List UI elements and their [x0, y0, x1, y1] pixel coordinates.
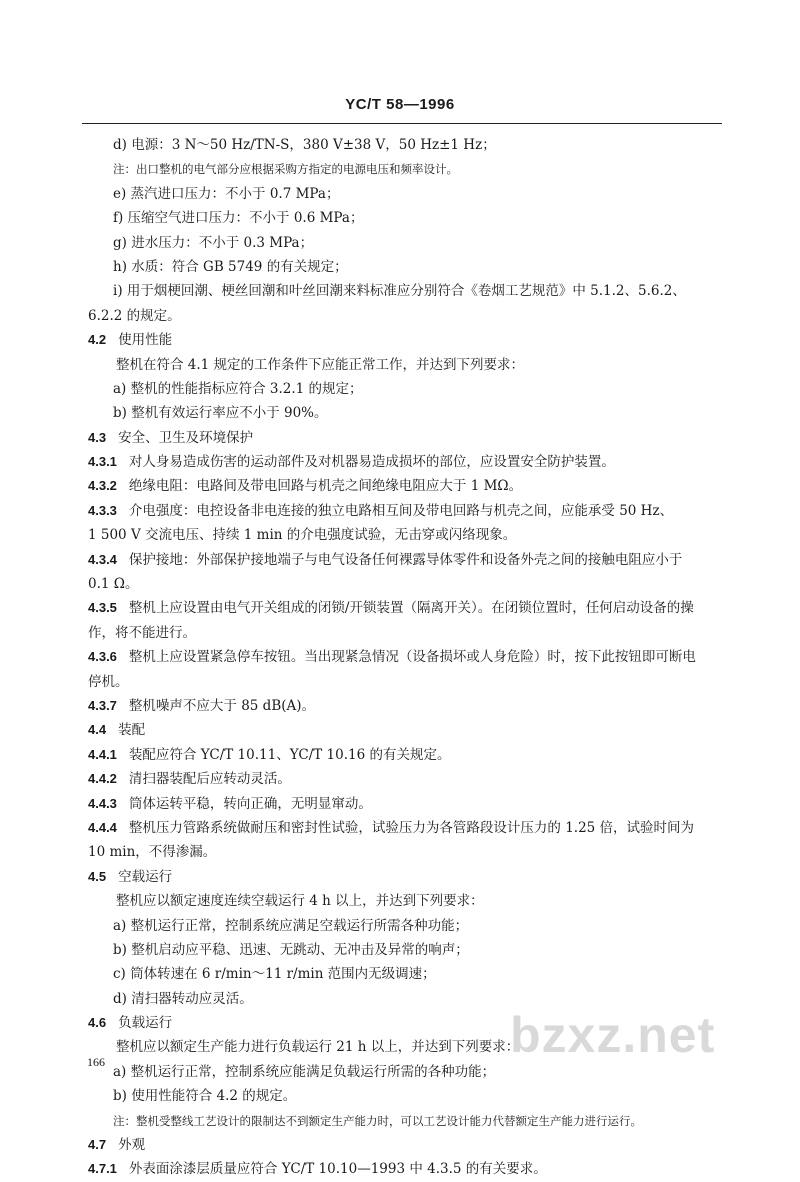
header-rule	[82, 123, 722, 124]
paragraph	[88, 889, 718, 913]
line-text: 整机上应设置由电气开关组成的闭锁/开锁装置（隔离开关）。在闭锁位置时，任何启动设备的操	[128, 600, 694, 617]
line-text: 整机应以额定生产能力进行负载运行 21 h 以上，并达到下列要求：	[116, 1039, 520, 1056]
paragraph-continuation	[88, 840, 718, 864]
line-text: c) 筒体转速在 6 r/min～11 r/min 范围内无级调速；	[113, 966, 436, 983]
clause-number: 4.3.2	[88, 478, 117, 494]
section-clause	[88, 718, 718, 742]
clause-number: 4.3.1	[88, 454, 117, 470]
line-text: 绝缘电阻：电路间及带电回路与机壳之间绝缘电阻应大于 1 MΩ。	[128, 478, 523, 495]
section-clause	[88, 792, 718, 816]
list-item	[88, 255, 718, 279]
line-text: 安全、卫生及环境保护	[118, 429, 254, 446]
clause-number: 4.4.3	[88, 795, 117, 811]
note	[88, 1109, 718, 1133]
section-clause	[88, 426, 718, 450]
line-text: 作，将不能进行。	[88, 624, 196, 641]
list-item	[88, 206, 718, 230]
section-clause	[88, 767, 718, 791]
line-text: 清扫器装配后应转动灵活。	[128, 771, 291, 788]
section-clause	[88, 596, 718, 620]
line-text: 保护接地：外部保护接地端子与电气设备任何裸露导体零件和设备外壳之间的接触电阻应小于	[128, 551, 683, 568]
line-text: 整机在符合 4.1 规定的工作条件下应能正常工作，并达到下列要求：	[116, 356, 525, 373]
paragraph	[88, 353, 718, 377]
list-item	[88, 231, 718, 255]
line-text: 筒体运转平稳，转向正确，无明显窜动。	[128, 795, 372, 812]
line-text: 1 500 V 交流电压、持续 1 min 的介电强度试验，无击穿或闪络现象。	[88, 527, 517, 544]
clause-number: 4.3.6	[88, 649, 117, 665]
line-text: f) 压缩空气进口压力：不小于 0.6 MPa；	[113, 210, 364, 227]
list-item	[88, 279, 718, 303]
section-clause	[88, 1157, 718, 1181]
section-clause	[88, 865, 718, 889]
page-number: 166	[87, 1055, 105, 1069]
line-text: 外观	[118, 1137, 146, 1154]
clause-number: 4.6	[88, 1015, 107, 1031]
line-text: 整机噪声不应大于 85 dB(A)。	[128, 697, 316, 714]
line-text: b) 使用性能符合 4.2 的规定。	[113, 1088, 297, 1105]
line-text: 0.1 Ω。	[88, 576, 139, 593]
line-text: 介电强度：电控设备非电连接的独立电路相互间及带电回路与机壳之间，应能承受 50 Hz、	[128, 502, 674, 519]
line-text: 对人身易造成伤害的运动部件及对机器易造成损坏的部位，应设置安全防护装置。	[128, 454, 615, 471]
line-text: e) 蒸汽进口压力：不小于 0.7 MPa；	[113, 185, 340, 202]
section-clause	[88, 450, 718, 474]
line-text: h) 水质：符合 GB 5749 的有关规定；	[113, 258, 348, 275]
clause-number: 4.3.7	[88, 697, 117, 713]
line-text: 整机应以额定速度连续空载运行 4 h 以上，并达到下列要求：	[116, 893, 484, 910]
clause-number: 4.3	[88, 429, 107, 445]
list-item	[88, 182, 718, 206]
clause-number: 4.3.5	[88, 600, 117, 616]
section-clause	[88, 694, 718, 718]
list-item	[88, 377, 718, 401]
line-text: a) 整机的性能指标应符合 3.2.1 的规定；	[113, 380, 363, 397]
line-text: 停机。	[88, 673, 129, 690]
line-text: b) 整机启动应平稳、迅速、无跳动、无冲击及异常的响声；	[113, 941, 469, 958]
paragraph-continuation	[88, 621, 718, 645]
line-text: 注：整机受整线工艺设计的限制达不到额定生产能力时，可以工艺设计能力代替额定生产能力进行运行。	[113, 1113, 642, 1128]
line-text: i) 用于烟梗回潮、梗丝回潮和叶丝回潮来料标准应分别符合《卷烟工艺规范》中 5.1.2、5.6.2、	[113, 283, 686, 300]
clause-number: 4.3.4	[88, 551, 117, 567]
clause-number: 4.4.4	[88, 819, 117, 835]
list-item	[88, 1084, 718, 1108]
line-text: g) 进水压力：不小于 0.3 MPa；	[113, 234, 314, 251]
section-clause	[88, 645, 718, 669]
section-clause	[88, 1133, 718, 1157]
paragraph-continuation	[88, 670, 718, 694]
list-item	[88, 962, 718, 986]
line-text: a) 整机运行正常，控制系统应满足空载运行所需各种功能；	[113, 917, 469, 934]
section-clause	[88, 328, 718, 352]
clause-number: 4.2	[88, 332, 107, 348]
line-text: 整机压力管路系统做耐压和密封性试验，试验压力为各管路段设计压力的 1.25 倍，试验时间为	[128, 819, 695, 836]
line-text: 装配应符合 YC/T 10.11、YC/T 10.16 的有关规定。	[128, 746, 451, 763]
watermark: bzxz.net	[510, 1007, 716, 1063]
page-header: YC/T 58—1996	[345, 96, 455, 113]
clause-number: 4.4	[88, 722, 107, 738]
clause-number: 4.7	[88, 1137, 107, 1153]
line-text: 空载运行	[118, 868, 173, 885]
note	[88, 157, 718, 181]
paragraph-continuation	[88, 572, 718, 596]
line-text: d) 清扫器转动应灵活。	[113, 990, 253, 1007]
line-text: d) 电源：3 N～50 Hz/TN-S，380 V±38 V，50 Hz±1 Hz；	[113, 137, 496, 153]
list-item	[88, 938, 718, 962]
paragraph-continuation	[88, 304, 718, 328]
list-item	[88, 401, 718, 425]
list-item	[88, 133, 718, 157]
section-clause	[88, 499, 718, 523]
line-text: 整机上应设置紧急停车按钮。当出现紧急情况（设备损坏或人身危险）时，按下此按钮即可断电	[128, 649, 696, 666]
paragraph-continuation	[88, 523, 718, 547]
line-text: 装配	[118, 722, 146, 739]
section-clause	[88, 474, 718, 498]
line-text: a) 整机运行正常，控制系统应能满足负载运行所需的各种功能；	[113, 1063, 496, 1080]
line-text: 注：出口整机的电气部分应根据采购方指定的电源电压和频率设计。	[113, 162, 458, 177]
line-text: 6.2.2 的规定。	[88, 307, 181, 324]
line-text: 使用性能	[118, 332, 173, 349]
clause-number: 4.5	[88, 868, 107, 884]
clause-number: 4.7.1	[88, 1161, 117, 1177]
section-clause	[88, 548, 718, 572]
clause-number: 4.3.3	[88, 502, 117, 518]
clause-number: 4.4.1	[88, 746, 117, 762]
list-item	[88, 914, 718, 938]
line-text: 负载运行	[118, 1015, 173, 1032]
line-text: b) 整机有效运行率应不小于 90%。	[113, 405, 328, 422]
section-clause	[88, 816, 718, 840]
clause-number: 4.4.2	[88, 771, 117, 787]
line-text: 外表面涂漆层质量应符合 YC/T 10.10—1993 中 4.3.5 的有关要求。	[128, 1161, 547, 1178]
section-clause	[88, 743, 718, 767]
line-text: 10 min，不得渗漏。	[88, 844, 217, 861]
